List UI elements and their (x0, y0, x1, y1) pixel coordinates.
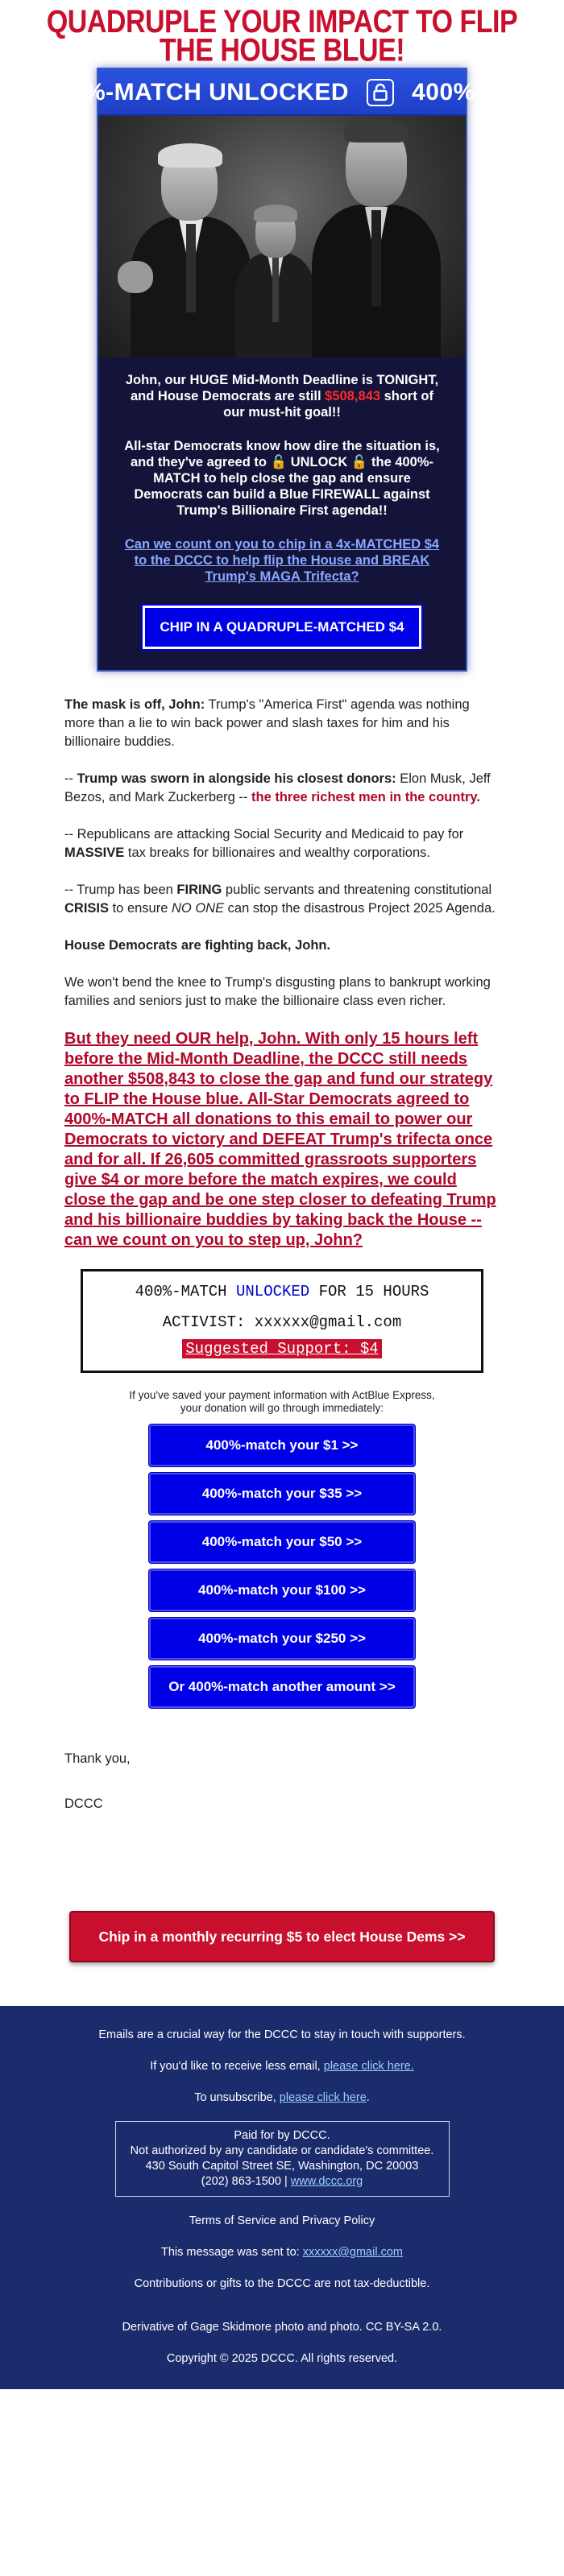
gap-amount: $508,843 (325, 389, 380, 403)
signoff (0, 1708, 564, 1813)
unlock-icon: 🔓 (350, 455, 368, 469)
donate-other-button[interactable]: Or 400%-match another amount >> (149, 1666, 415, 1708)
allstar-paragraph: All-star Democrats know how dire the situation is, and they've agreed to 🔓 UNLOCK 🔓 the 400%-MATCH to help close the gap and ensure Democrats can build a Blue FIREWALL against Trump's Billionaire First agenda!! (124, 439, 440, 518)
hero-photo (98, 116, 466, 358)
match-box-title: 400%-MATCH UNLOCKED FOR 15 HOURS (135, 1283, 429, 1300)
express-note: If you've saved your payment information with ActBlue Express, your donation will go through immediately: (129, 1389, 435, 1414)
signoff-thanks: Thank you, (64, 1751, 131, 1766)
donate-100-button[interactable]: 400%-match your $100 >> (149, 1569, 415, 1611)
signoff-from: DCCC (64, 1797, 103, 1811)
body-paragraph-4: -- Trump has been FIRING public servants and threatening constitutional CRISIS to ensure NO ONE can stop the disastrous Project 2025 Agenda. (64, 883, 496, 916)
footer-less-email: If you'd like to receive less email, please click here. (150, 2060, 414, 2073)
donate-1-button[interactable]: 400%-match your $1 >> (149, 1424, 415, 1466)
suggested-support[interactable]: Suggested Support: $4 (182, 1339, 381, 1358)
appeal-paragraph[interactable]: But they need OUR help, John. With only 15 hours left before the Mid-Month Deadline, the DCCC still needs another $508,843 to close the gap and fund our strategy to FLIP the House blue. All-Star Democrats agreed to 400%-MATCH all donations to this email to power our Democrats to victory and DEFEAT Trump's trifecta once and for all. If 26,605 committed grassroots supporters give $4 or more before the match expires, we could close the gap and be one step closer to defeating Trump and his billionaire buddies by taking back the House -- can we count on you to step up, John? (64, 1030, 496, 1249)
website-link[interactable]: www.dccc.org (290, 2175, 363, 2188)
paid-for-box: Paid for by DCCC. Not authorized by any candidate or candidate's committee. 430 South Capitol Street SE, Washington, DC 20003 (202) 863-1500 | www.dccc.org (115, 2121, 450, 2197)
hero-text (98, 358, 466, 670)
match-box-activist: ACTIVIST: xxxxxx@gmail.com (162, 1313, 402, 1331)
donate-35-button[interactable]: 400%-match your $35 >> (149, 1473, 415, 1515)
donate-50-button[interactable]: 400%-match your $50 >> (149, 1521, 415, 1563)
recipient-email-link[interactable]: xxxxxx@gmail.com (302, 2246, 403, 2259)
hero-donate-button[interactable]: CHIP IN A QUADRUPLE-MATCHED $4 (143, 606, 421, 649)
donate-buttons (0, 1424, 564, 1708)
less-email-link[interactable]: please click here. (323, 2060, 414, 2073)
figure-left (131, 140, 251, 358)
terms-link[interactable]: Terms of Service and Privacy Policy (189, 2214, 375, 2227)
footer-copyright: Copyright © 2025 DCCC. All rights reserved. (166, 2352, 398, 2365)
footer-tax: Contributions or gifts to the DCCC are not tax-deductible. (134, 2277, 430, 2290)
body-paragraph-6: We won't bend the knee to Trump's disgusting plans to bankrupt working families and seniors just to make the billionaire class even richer. (64, 975, 491, 1008)
footer-sent-to: This message was sent to: xxxxxx@gmail.com (161, 2246, 403, 2259)
footer-credit: Derivative of Gage Skidmore photo and photo. CC BY-SA 2.0. (122, 2321, 442, 2334)
body-paragraph-3: -- Republicans are attacking Social Security and Medicaid to pay for MASSIVE tax breaks for billionaires and wealthy corporations. (64, 827, 464, 860)
hero-donate-link[interactable]: Can we count on you to chip in a 4x-MATCHED $4 to the DCCC to help flip the House and BREAK Trump's MAGA Trifecta? (124, 537, 440, 584)
monthly-donate-button[interactable]: Chip in a monthly recurring $5 to elect House Dems >> (69, 1911, 495, 1962)
banner-right-text: 400%- (412, 79, 484, 105)
match-box (81, 1269, 483, 1373)
hero-card (84, 68, 484, 672)
body-copy (0, 672, 564, 1251)
figure-right (312, 120, 441, 358)
banner-left-text: %-MATCH UNLOCKED (84, 79, 350, 105)
footer (0, 2006, 564, 2389)
deadline-paragraph: John, our HUGE Mid-Month Deadline is TONIGHT, and House Democrats are still $508,843 short of our must-hit goal!! (125, 373, 439, 420)
body-paragraph-5: House Democrats are fighting back, John. (64, 938, 331, 953)
unlock-icon: 🔓 (270, 455, 288, 469)
body-paragraph-2: -- Trump was sworn in alongside his closest donors: Elon Musk, Jeff Bezos, and Mark Zuckerberg -- the three richest men in the country. (64, 771, 491, 804)
headline-line-1: QUADRUPLE YOUR IMPACT TO FLIP (46, 3, 518, 40)
body-paragraph-1: The mask is off, John: Trump's "America First" agenda was nothing more than a lie to win back power and slash taxes for him and his billionaire buddies. (64, 697, 470, 749)
footer-crucial: Emails are a crucial way for the DCCC to stay in touch with supporters. (98, 2028, 466, 2041)
match-banner (84, 69, 484, 116)
unsubscribe-link[interactable]: please click here (279, 2091, 367, 2104)
donate-250-button[interactable]: 400%-match your $250 >> (149, 1618, 415, 1660)
figure-middle (235, 205, 316, 358)
headline (0, 0, 564, 80)
headline-line-2: THE HOUSE BLUE! (159, 32, 405, 68)
lock-icon (367, 79, 394, 106)
footer-unsubscribe: To unsubscribe, please click here. (194, 2091, 370, 2104)
